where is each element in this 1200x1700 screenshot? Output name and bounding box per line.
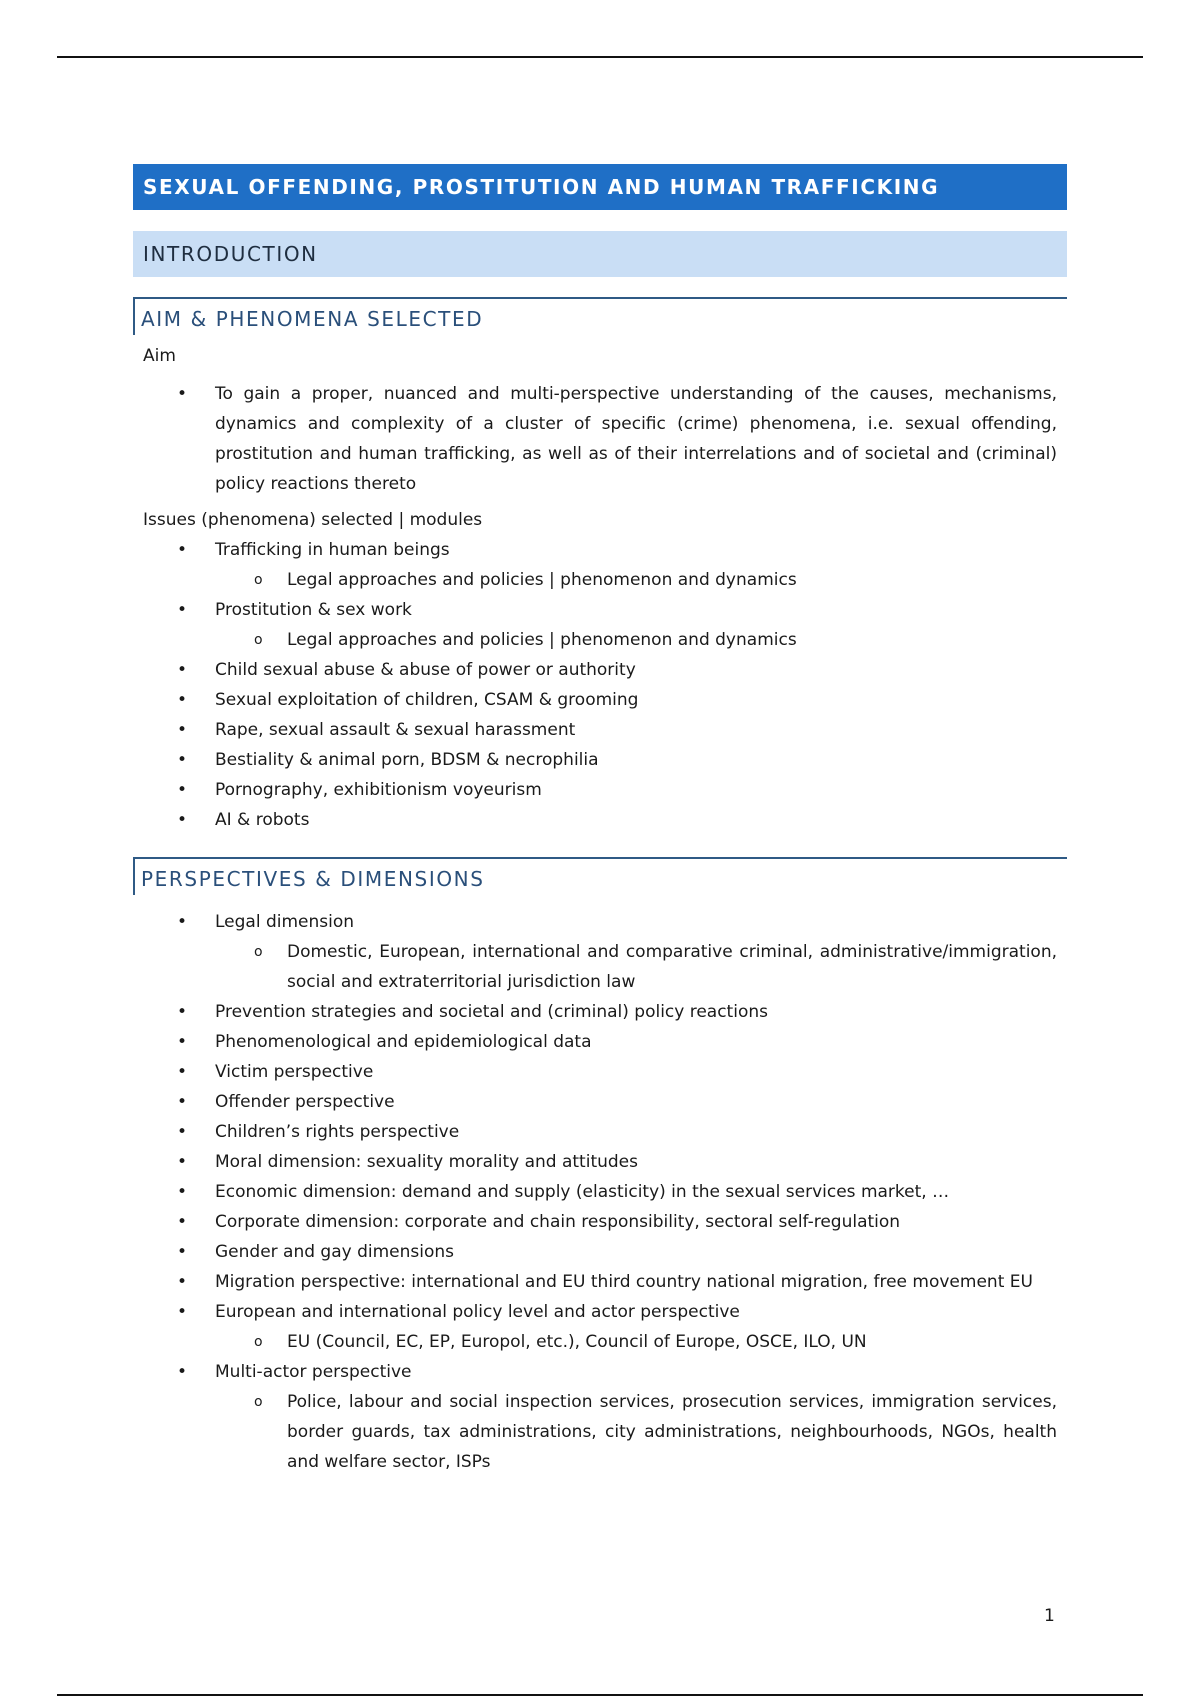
bullet-icon: • (177, 810, 188, 830)
list-item-text: Economic dimension: demand and supply (elasticity) in the sexual services market, … (215, 1182, 950, 1202)
bullet-icon: • (177, 1062, 188, 1082)
list-item (133, 997, 1067, 1027)
bullet-icon: • (177, 1212, 188, 1232)
list-item (133, 1207, 1067, 1237)
sub-list-item-text: EU (Council, EC, EP, Europol, etc.), Council of Europe, OSCE, ILO, UN (287, 1332, 867, 1352)
list-item (133, 1177, 1067, 1207)
circle-bullet-icon: o (254, 572, 263, 588)
perspectives-list (133, 907, 1067, 1477)
sub-list-item (215, 565, 1057, 595)
list-item-text: Bestiality & animal porn, BDSM & necrophilia (215, 750, 599, 770)
bullet-icon: • (177, 1242, 188, 1262)
list-item-text: Legal dimension (215, 912, 355, 932)
sub-list-item-text: Police, labour and social inspection services, prosecution services, immigration services, border guards, tax administrations, city administrations, neighbourhoods, NGOs, health and welfare sector, ISPs (287, 1392, 1057, 1472)
list-item-text: Pornography, exhibitionism voyeurism (215, 780, 542, 800)
list-item (133, 685, 1067, 715)
list-item-text: Moral dimension: sexuality morality and attitudes (215, 1152, 638, 1172)
list-item-text: Sexual exploitation of children, CSAM & grooming (215, 690, 639, 710)
list-item-text: AI & robots (215, 810, 310, 830)
document-title: SEXUAL OFFENDING, PROSTITUTION AND HUMAN TRAFFICKING (133, 164, 1067, 210)
bullet-icon: • (177, 384, 188, 404)
aim-text: To gain a proper, nuanced and multi-perspective understanding of the causes, mechanisms, dynamics and complexity of a cluster of specific (crime) phenomena, i.e. sexual offending, prostitution and human trafficking, as well as of their interrelations and of societal and (criminal) policy reactions thereto (215, 384, 1057, 494)
perspectives-section-heading: PERSPECTIVES & DIMENSIONS (133, 857, 1067, 895)
list-item (133, 379, 1067, 499)
list-item (133, 745, 1067, 775)
list-item (133, 1057, 1067, 1087)
sub-list-item-text: Legal approaches and policies | phenomenon and dynamics (287, 570, 797, 590)
list-item-text: Phenomenological and epidemiological data (215, 1032, 592, 1052)
list-item-text: Corporate dimension: corporate and chain responsibility, sectoral self-regulation (215, 1212, 901, 1232)
sub-list-item-text: Domestic, European, international and comparative criminal, administrative/immigration, social and extraterritorial jurisdiction law (287, 942, 1057, 992)
list-item-text: Prostitution & sex work (215, 600, 412, 620)
bullet-icon: • (177, 1152, 188, 1172)
issues-list (133, 535, 1067, 835)
list-item-text: Victim perspective (215, 1062, 374, 1082)
list-item (133, 1267, 1067, 1297)
bullet-icon: • (177, 1032, 188, 1052)
list-item (133, 805, 1067, 835)
list-item (133, 1297, 1067, 1357)
list-item-text: Gender and gay dimensions (215, 1242, 455, 1262)
bullet-icon: • (177, 1122, 188, 1142)
list-item (133, 1237, 1067, 1267)
sub-list (215, 565, 1057, 595)
bullet-icon: • (177, 1362, 188, 1382)
list-item (133, 535, 1067, 595)
sub-list-item (215, 1327, 1057, 1357)
bullet-icon: • (177, 912, 188, 932)
aim-label: Aim (143, 346, 176, 366)
list-item-text: Multi-actor perspective (215, 1362, 412, 1382)
sub-list-item (215, 1387, 1057, 1477)
list-item-text: Child sexual abuse & abuse of power or authority (215, 660, 636, 680)
list-item (133, 1147, 1067, 1177)
sub-list-item-text: Legal approaches and policies | phenomenon and dynamics (287, 630, 797, 650)
aim-list (133, 379, 1067, 499)
aim-section-heading: AIM & PHENOMENA SELECTED (133, 297, 1067, 335)
bullet-icon: • (177, 540, 188, 560)
bullet-icon: • (177, 1182, 188, 1202)
bullet-icon: • (177, 750, 188, 770)
list-item (133, 655, 1067, 685)
circle-bullet-icon: o (254, 1394, 263, 1410)
bullet-icon: • (177, 780, 188, 800)
page-number: 1 (1044, 1606, 1055, 1626)
sub-list-item (215, 625, 1057, 655)
document-body (133, 164, 1067, 1477)
bullet-icon: • (177, 690, 188, 710)
list-item (133, 1087, 1067, 1117)
issues-label: Issues (phenomena) selected | modules (143, 510, 483, 530)
introduction-heading: INTRODUCTION (133, 231, 1067, 277)
sub-list (215, 625, 1057, 655)
list-item-text: Children’s rights perspective (215, 1122, 460, 1142)
sub-list-item (215, 937, 1057, 997)
list-item-text: Rape, sexual assault & sexual harassment (215, 720, 576, 740)
bullet-icon: • (177, 1272, 188, 1292)
bullet-icon: • (177, 1092, 188, 1112)
circle-bullet-icon: o (254, 944, 263, 960)
bullet-icon: • (177, 600, 188, 620)
list-item-text: Prevention strategies and societal and (criminal) policy reactions (215, 1002, 768, 1022)
bullet-icon: • (177, 1002, 188, 1022)
sub-list (215, 937, 1057, 997)
list-item-text: Trafficking in human beings (215, 540, 450, 560)
list-item (133, 595, 1067, 655)
list-item (133, 775, 1067, 805)
list-item (133, 1117, 1067, 1147)
list-item-text: Migration perspective: international and EU third country national migration, free movement EU (215, 1272, 1033, 1292)
list-item (133, 1027, 1067, 1057)
list-item-text: Offender perspective (215, 1092, 395, 1112)
bullet-icon: • (177, 1302, 188, 1322)
bullet-icon: • (177, 720, 188, 740)
list-item (133, 1357, 1067, 1477)
footer-rule (57, 1694, 1143, 1696)
list-item-text: European and international policy level and actor perspective (215, 1302, 740, 1322)
bullet-icon: • (177, 660, 188, 680)
sub-list (215, 1327, 1057, 1357)
list-item (133, 907, 1067, 997)
circle-bullet-icon: o (254, 1334, 263, 1350)
circle-bullet-icon: o (254, 632, 263, 648)
list-item (133, 715, 1067, 745)
sub-list (215, 1387, 1057, 1477)
header-rule (57, 56, 1143, 58)
